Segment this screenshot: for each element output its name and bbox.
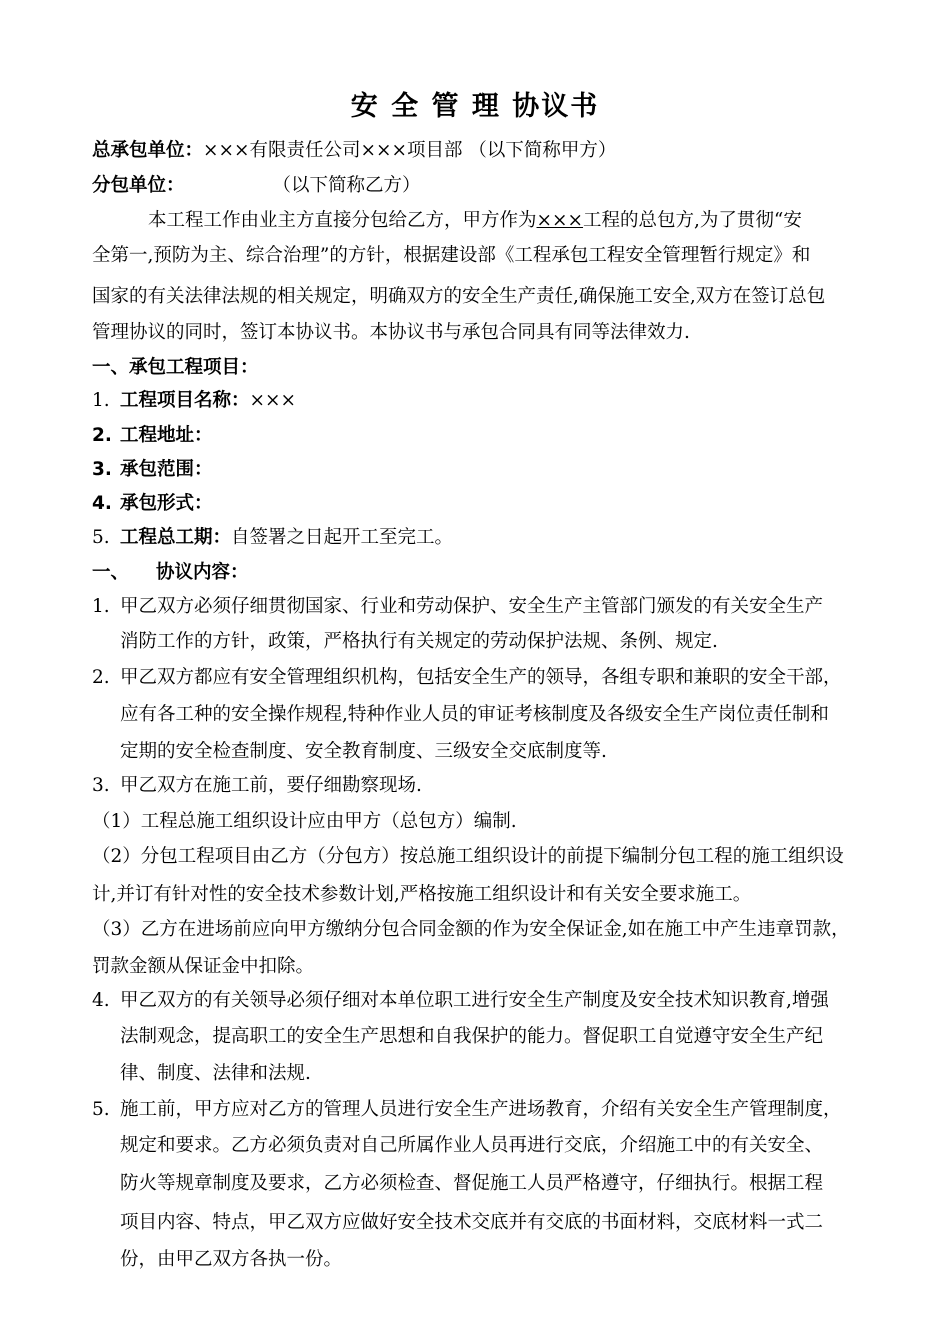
clause-2-line-2: 应有各工种的安全操作规程,特种作业人员的审证考核制度及各级安全生产岗位责任制和: [120, 704, 829, 725]
item-label: 工程总工期：: [120, 527, 232, 548]
item-label: 承包形式：: [120, 493, 213, 514]
clause-3-line-1: [92, 775, 422, 797]
item-number: 1.: [92, 390, 110, 411]
intro-line-2: 全第一,预防为主、综合治理”的方针，根据建设部《工程承包工程安全管理暂行规定》和: [92, 245, 811, 266]
clause-number: 1.: [92, 596, 110, 617]
clause-5-line-5: 份，由甲乙双方各执一份。: [120, 1249, 343, 1270]
subclause-3-line-2: 罚款金额从保证金中扣除。: [92, 956, 315, 977]
subcontractor-label: 分包单位：: [92, 175, 185, 196]
section1-item-5: [92, 527, 453, 549]
section1-item-2: [92, 425, 213, 447]
section1-item-1: [92, 390, 296, 412]
subcontractor-value: （以下简称乙方）: [272, 175, 421, 196]
subclause-2-line-1: （2）分包工程项目由乙方（分包方）按总施工组织设计的前提下编制分包工程的施工组织设: [92, 846, 844, 867]
subcontractor-line: [92, 175, 421, 197]
item-number: 2.: [92, 425, 112, 446]
section2-heading: [92, 562, 249, 584]
section2-heading-number: 一、: [92, 562, 130, 583]
clause-5-line-4: 项目内容、特点，甲乙双方应做好安全技术交底并有交底的书面材料，交底材料一式二: [120, 1212, 824, 1233]
subclause-1: （1）工程总施工组织设计应由甲方（总包方）编制.: [92, 811, 517, 832]
clause-number: 2.: [92, 667, 110, 688]
clause-text: 甲乙双方必须仔细贯彻国家、行业和劳动保护、安全生产主管部门颁发的有关安全生产: [120, 596, 824, 617]
clause-4-line-2: 法制观念，提高职工的安全生产思想和自我保护的能力。督促职工自觉遵守安全生产纪: [120, 1026, 824, 1047]
clause-4-line-1: [92, 990, 829, 1012]
subclause-2-line-2: 计,并订有针对性的安全技术参数计划,严格按施工组织设计和有关安全要求施工。: [92, 884, 752, 905]
intro-project-placeholder: ×××: [536, 210, 584, 231]
general-contractor-label: 总承包单位：: [92, 140, 204, 161]
clause-5-line-3: 防火等规章制度及要求，乙方必须检查、督促施工人员严格遵守，仔细执行。根据工程: [120, 1173, 824, 1194]
general-contractor-line: [92, 140, 616, 162]
clause-text: 甲乙双方都应有安全管理组织机构，包括安全生产的领导，各组专职和兼职的安全干部，: [120, 667, 842, 688]
clause-text: 甲乙双方的有关领导必须仔细对本单位职工进行安全生产制度及安全技术知识教育,增强: [120, 990, 829, 1011]
section2-heading-text: 协议内容：: [156, 562, 249, 583]
clause-5-line-1: [92, 1099, 842, 1121]
document-title: 安 全 管 理 协议书: [350, 91, 600, 122]
intro-line-4: 管理协议的同时，签订本协议书。本协议书与承包合同具有同等法律效力.: [92, 322, 690, 343]
clause-5-line-2: 规定和要求。乙方必须负责对自己所属作业人员再进行交底，介绍施工中的有关安全、: [120, 1135, 824, 1156]
section1-heading: 一、承包工程项目：: [92, 357, 259, 378]
item-label: 工程项目名称：: [120, 390, 250, 411]
intro-line-1: [148, 210, 802, 232]
clause-1-line-2: 消防工作的方针，政策，严格执行有关规定的劳动保护法规、条例、规定.: [120, 631, 718, 652]
clause-text: 施工前，甲方应对乙方的管理人员进行安全生产进场教育，介绍有关安全生产管理制度，: [120, 1099, 842, 1120]
clause-number: 3.: [92, 775, 110, 796]
intro-text: 工程的总包方,为了贯彻“安: [583, 210, 802, 231]
item-value: 自签署之日起开工至完工。: [231, 527, 454, 548]
clause-number: 4.: [92, 990, 110, 1011]
clause-4-line-3: 律、制度、法律和法规.: [120, 1063, 311, 1084]
section1-item-4: [92, 493, 213, 515]
general-contractor-value: ×××有限责任公司×××项目部 （以下简称甲方）: [203, 140, 617, 161]
intro-line-3: 国家的有关法律法规的相关规定，明确双方的安全生产责任,确保施工安全,双方在签订总包: [92, 286, 826, 307]
clause-1-line-1: [92, 596, 823, 618]
clause-text: 甲乙双方在施工前，要仔细勘察现场.: [120, 775, 422, 796]
clause-2-line-3: 定期的安全检查制度、安全教育制度、三级安全交底制度等.: [120, 741, 607, 762]
item-label: 承包范围：: [120, 459, 213, 480]
item-number: 3.: [92, 459, 112, 480]
item-label: 工程地址：: [120, 425, 213, 446]
intro-text: 本工程工作由业主方直接分包给乙方，甲方作为: [148, 210, 537, 231]
item-number: 4.: [92, 493, 112, 514]
clause-2-line-1: [92, 667, 842, 689]
item-value: ×××: [249, 390, 297, 411]
subclause-3-line-1: （3）乙方在进场前应向甲方缴纳分包合同金额的作为安全保证金,如在施工中产生违章罚款，: [92, 919, 850, 940]
section1-item-3: [92, 459, 213, 481]
clause-number: 5.: [92, 1099, 110, 1120]
item-number: 5.: [92, 527, 110, 548]
